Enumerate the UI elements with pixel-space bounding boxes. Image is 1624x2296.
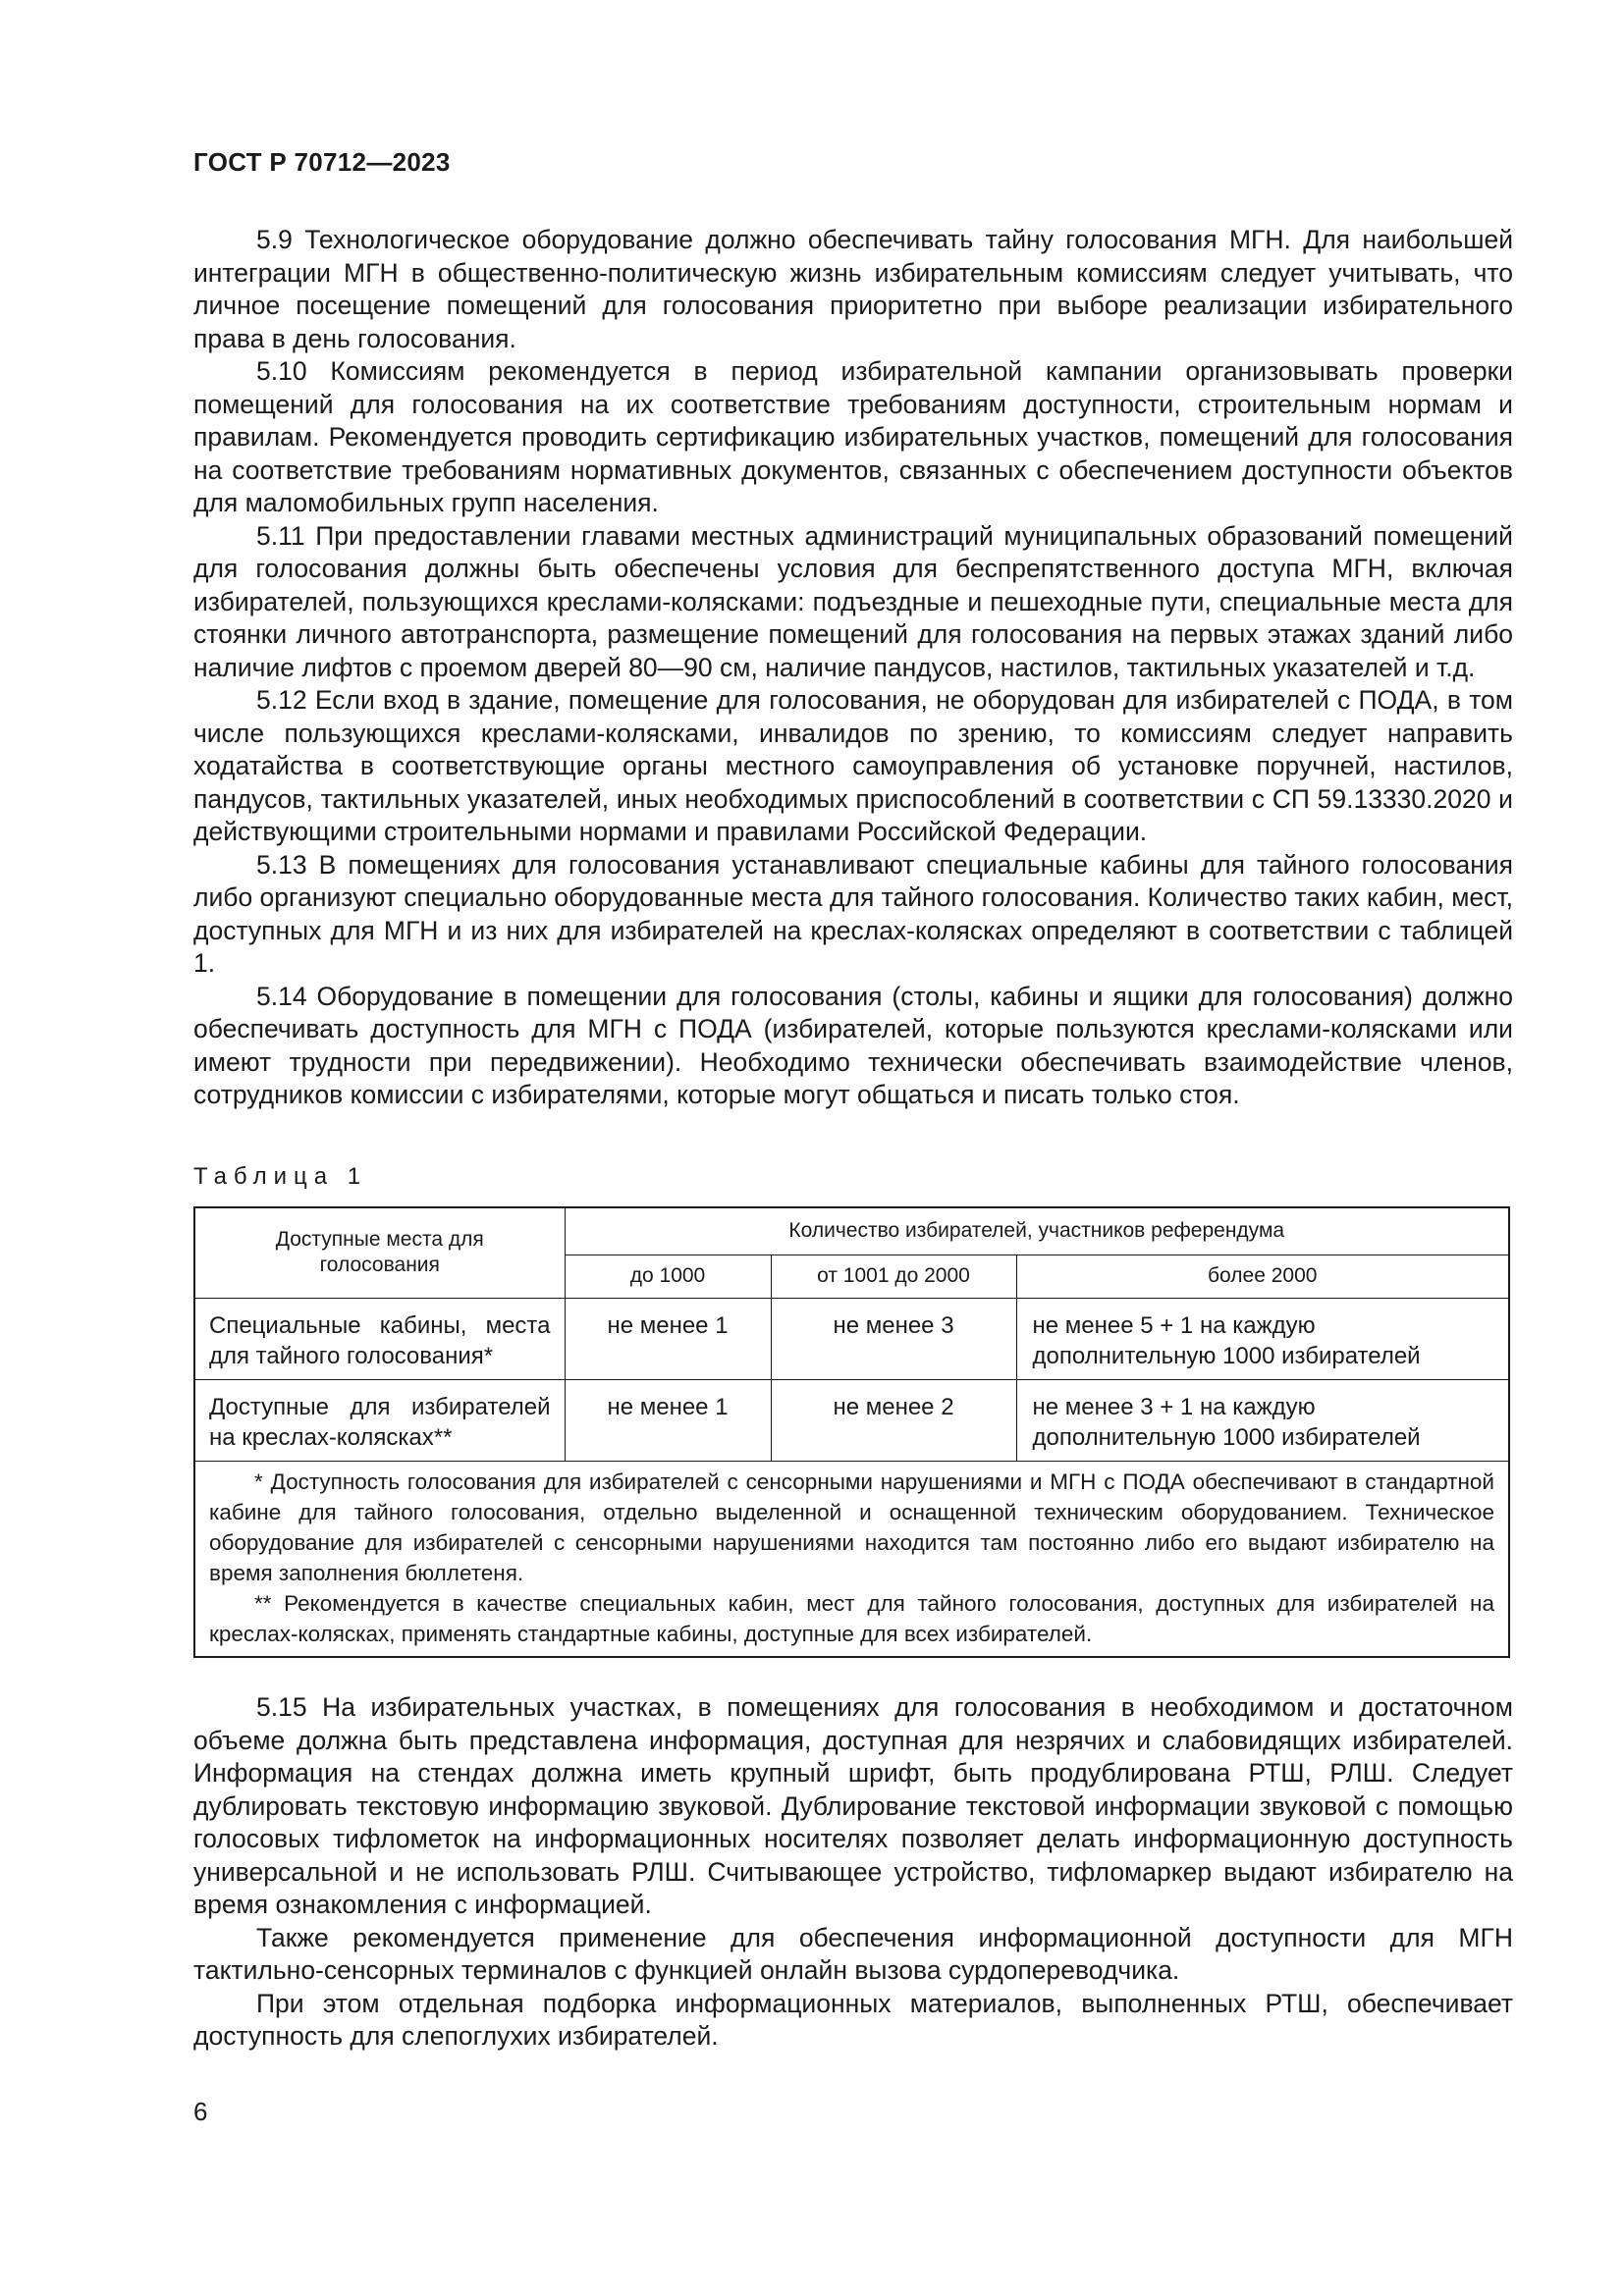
paragraph-5-12: 5.12 Если вход в здание, помещение для голосования, не оборудован для избирателей с ПОДА, в том числе пользующихся креслами-колясками, инвалидов по зрению, то комиссиям следует направить ходатайства в соответствующие органы местного самоуправления об установке поручней, настилов, пандусов, тактильных указателей, иных необходимых приспособлений в соответствии с СП 59.13330.2020 и действующими строительными нормами и правилами Российской Федерации.: [193, 685, 1513, 846]
table-grid: [195, 1208, 1508, 1462]
paragraph-recommendation: Также рекомендуется применение для обеспечения информационной доступности для МГН тактильно-сенсорных терминалов с функцией онлайн вызова сурдопереводчика.: [193, 1922, 1513, 1985]
row-label: Специальные кабины, места для тайного голосования*: [195, 1298, 565, 1379]
table-notes: [209, 1467, 1494, 1649]
paragraph-5-14: 5.14 Оборудование в помещении для голосования (столы, кабины и ящики для голосования) должно обеспечивать доступность для МГН с ПОДА (избирателей, которые пользуются креслами-колясками или имеют трудности при передвижении). Необходимо технически обеспечивать взаимодействие членов, сотрудников комиссии с избирателями, которые могут общаться и писать только стоя.: [193, 981, 1513, 1109]
paragraph-deafblind: При этом отдельная подборка информационных материалов, выполненных РТШ, обеспечивает доступность для слепоглухих избирателей.: [193, 1988, 1513, 2051]
table-cell: не менее 1: [565, 1298, 771, 1379]
body-text-bottom: [193, 1691, 1513, 2054]
table-cell: не менее 5 + 1 на каждую дополнительную 1000 избирателей: [1016, 1298, 1508, 1379]
paragraph-5-10: 5.10 Комиссиям рекомендуется в период избирательной кампании организовывать проверки помещений для голосования на их соответствие требованиям доступности, строительным нормам и правилам. Рекомендуется проводить сертификацию избирательных участков, помещений для голосования на соответствие требованиям нормативных документов, связанных с обеспечением доступности объектов для маломобильных групп населения.: [193, 356, 1513, 517]
table-cell: не менее 2: [771, 1379, 1016, 1461]
table-note-1: * Доступность голосования для избирателей с сенсорными нарушениями и МГН с ПОДА обеспечивают в стандартной кабине для тайного голосования, отдельно выделенной и оснащенной техническим оборудованием. Техническое оборудование для избирателей с сенсорными нарушениями находится там постоянно либо его выдают избирателю на время заполнения бюллетеня.: [209, 1469, 1494, 1585]
header-up-to-1000: до 1000: [565, 1255, 771, 1298]
paragraph-5-13: 5.13 В помещениях для голосования устанавливают специальные кабины для тайного голосования либо организуют специально оборудованные места для тайного голосования. Количество таких кабин, мест, доступных для МГН и из них для избирателей на креслах-колясках определяют в соответствии с таблицей 1.: [193, 849, 1513, 978]
table-cell: не менее 3: [771, 1298, 1016, 1379]
table-cell: не менее 3 + 1 на каждую дополнительную 1000 избирателей: [1016, 1379, 1508, 1461]
table-cell: не менее 1: [565, 1379, 771, 1461]
header-voter-count: Количество избирателей, участников референдума: [565, 1208, 1508, 1255]
body-text-top: [193, 224, 1513, 1112]
table-caption: Таблица 1: [193, 1163, 368, 1190]
paragraph-5-15: 5.15 На избирательных участках, в помещениях для голосования в необходимом и достаточном объеме должна быть представлена информация, доступная для незрячих и слабовидящих избирателей. Информация на стендах должна иметь крупный шрифт, быть продублирована РТШ, РЛШ. Следует дублировать текстовую информацию звуковой. Дублирование текстовой информации звуковой с помощью голосовых тифлометок на информационных носителях позволяет делать информационную доступность универсальной и не использовать РЛШ. Считывающее устройство, тифломаркер выдают избирателю на время ознакомления с информацией.: [193, 1692, 1513, 1919]
page-number: 6: [193, 2097, 208, 2126]
table-1: [193, 1206, 1510, 1658]
header-over-2000: более 2000: [1016, 1255, 1508, 1298]
table-note-2: ** Рекомендуется в качестве специальных кабин, мест для тайного голосования, доступных для избирателей на креслах-колясках, применять стандартные кабины, доступные для всех избирателей.: [209, 1591, 1494, 1646]
paragraph-5-9: 5.9 Технологическое оборудование должно обеспечивать тайну голосования МГН. Для наибольшей интеграции МГН в общественно-политическую жизнь избирательным комиссиям следует учитывать, что личное посещение помещений для голосования приоритетно при выборе реализации избирательного права в день голосования.: [193, 225, 1513, 353]
header-1001-to-2000: от 1001 до 2000: [771, 1255, 1016, 1298]
header-accessible-places: Доступные места для голосования: [195, 1208, 565, 1298]
row-label: Доступные для избирателей на креслах-колясках**: [195, 1379, 565, 1461]
document-code-header: ГОСТ Р 70712—2023: [193, 147, 451, 177]
paragraph-5-11: 5.11 При предоставлении главами местных администраций муниципальных образований помещений для голосования должны быть обеспечены условия для беспрепятственного доступа МГН, включая избирателей, пользующихся креслами-колясками: подъездные и пешеходные пути, специальные места для стоянки личного автотранспорта, размещение помещений для голосования на первых этажах зданий либо наличие лифтов с проемом дверей 80—90 см, наличие пандусов, настилов, тактильных указателей и т.д.: [193, 520, 1513, 682]
